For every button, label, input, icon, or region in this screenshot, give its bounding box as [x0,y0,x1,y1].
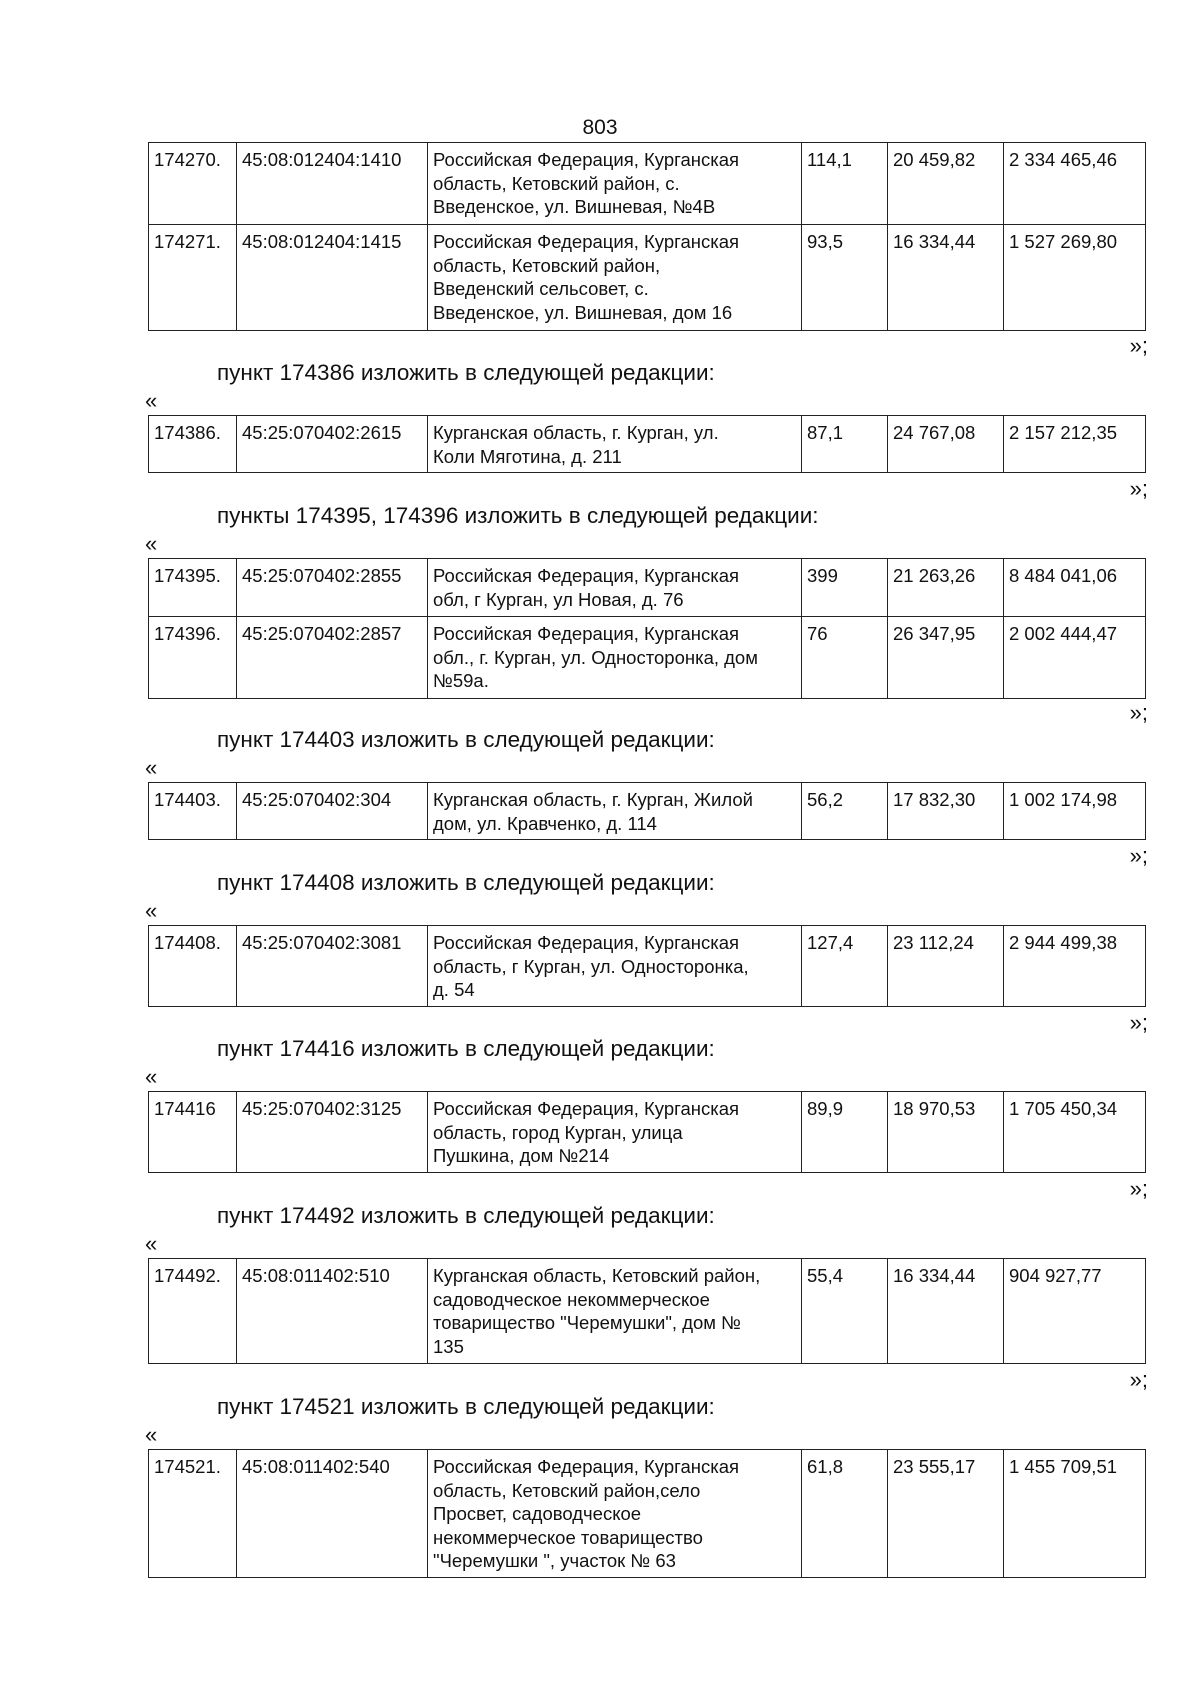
address: Российская Федерация, Курганская область, Кетовский район,село Просвет, садоводческое некоммерческое товарищество "Черемушки ", участок № 63 [427,1450,801,1577]
rate: 23 555,17 [887,1450,1003,1577]
closing-quote: »; [1129,700,1148,725]
table-row [148,782,1146,840]
rate: 16 334,44 [887,225,1003,330]
cadastral-number: 45:25:070402:3081 [236,926,427,1006]
address: Курганская область, г. Курган, ул. Коли Мяготина, д. 211 [427,416,801,472]
table-row [148,617,1146,699]
address: Курганская область, Кетовский район, садоводческое некоммерческое товарищество "Черемушки", дом № 135 [427,1259,801,1363]
cadastral-number: 45:25:070402:3125 [236,1092,427,1172]
cadastral-value: 2 334 465,46 [1003,143,1145,224]
item-number: 174408. [154,932,221,953]
cadastral-value: 2 944 499,38 [1003,926,1145,1006]
amendment-instruction: пункт 174408 изложить в следующей редакции: [217,870,715,895]
table-row [148,142,1146,225]
item-number: 174396. [154,623,221,644]
opening-quote: « [145,1064,158,1089]
table-row [148,558,1146,617]
cadastral-value: 1 455 709,51 [1003,1450,1145,1577]
table-row [148,1258,1146,1364]
cadastral-value: 1 705 450,34 [1003,1092,1145,1172]
address: Российская Федерация, Курганская область, г Курган, ул. Односторонка, д. 54 [427,926,801,1006]
cadastral-number: 45:25:070402:2857 [236,617,427,698]
cadastral-value: 904 927,77 [1003,1259,1145,1363]
opening-quote: « [145,1422,158,1447]
closing-quote: »; [1129,1176,1148,1201]
address: Российская Федерация, Курганская область, Кетовский район, с. Введенское, ул. Вишневая, №4В [427,143,801,224]
cadastral-value: 1 527 269,80 [1003,225,1145,330]
opening-quote: « [145,531,158,556]
cadastral-value: 8 484 041,06 [1003,559,1145,616]
table-block [148,142,1146,331]
cadastral-number: 45:08:012404:1415 [236,225,427,330]
area: 93,5 [801,225,887,330]
closing-quote: »; [1129,476,1148,501]
rate: 23 112,24 [887,926,1003,1006]
area: 114,1 [801,143,887,224]
cadastral-value: 2 157 212,35 [1003,416,1145,472]
rate: 17 832,30 [887,783,1003,839]
area: 127,4 [801,926,887,1006]
closing-quote: »; [1129,1010,1148,1035]
rate: 21 263,26 [887,559,1003,616]
rate: 26 347,95 [887,617,1003,698]
item-number: 174395. [154,565,221,586]
cadastral-number: 45:25:070402:2855 [236,559,427,616]
item-number: 174492. [154,1265,221,1286]
table-row [148,225,1146,331]
opening-quote: « [145,898,158,923]
table-row [148,1449,1146,1578]
area: 87,1 [801,416,887,472]
area: 89,9 [801,1092,887,1172]
area: 61,8 [801,1450,887,1577]
rate: 24 767,08 [887,416,1003,472]
rate: 16 334,44 [887,1259,1003,1363]
closing-quote: »; [1129,333,1148,358]
table-block [148,925,1146,1007]
item-number: 174270. [154,149,221,170]
address: Курганская область, г. Курган, Жилой дом, ул. Кравченко, д. 114 [427,783,801,839]
address: Российская Федерация, Курганская обл, г Курган, ул Новая, д. 76 [427,559,801,616]
closing-quote: »; [1129,843,1148,868]
item-number: 174521. [154,1456,221,1477]
area: 55,4 [801,1259,887,1363]
amendment-instruction: пункт 174521 изложить в следующей редакции: [217,1394,715,1419]
item-number: 174271. [154,231,221,252]
table-row [148,925,1146,1007]
table-block [148,1449,1146,1578]
amendment-instruction: пункт 174492 изложить в следующей редакции: [217,1203,715,1228]
table-block [148,415,1146,473]
item-number: 174386. [154,422,221,443]
cadastral-number: 45:08:012404:1410 [236,143,427,224]
amendment-instruction: пункты 174395, 174396 изложить в следующей редакции: [217,503,819,528]
opening-quote: « [145,388,158,413]
area: 399 [801,559,887,616]
area: 56,2 [801,783,887,839]
cadastral-number: 45:25:070402:304 [236,783,427,839]
opening-quote: « [145,755,158,780]
table-block [148,1258,1146,1364]
table-block [148,782,1146,840]
opening-quote: « [145,1231,158,1256]
item-number: 174416 [154,1098,216,1119]
cadastral-number: 45:08:011402:540 [236,1450,427,1577]
address: Российская Федерация, Курганская обл., г. Курган, ул. Односторонка, дом №59а. [427,617,801,698]
area: 76 [801,617,887,698]
rate: 20 459,82 [887,143,1003,224]
table-block [148,558,1146,699]
cadastral-value: 1 002 174,98 [1003,783,1145,839]
amendment-instruction: пункт 174386 изложить в следующей редакции: [217,360,715,385]
rate: 18 970,53 [887,1092,1003,1172]
cadastral-number: 45:25:070402:2615 [236,416,427,472]
address: Российская Федерация, Курганская область, Кетовский район, Введенский сельсовет, с. Введенское, ул. Вишневая, дом 16 [427,225,801,330]
table-row [148,415,1146,473]
table-block [148,1091,1146,1173]
cadastral-value: 2 002 444,47 [1003,617,1145,698]
amendment-instruction: пункт 174416 изложить в следующей редакции: [217,1036,715,1061]
closing-quote: »; [1129,1367,1148,1392]
page-number: 803 [582,116,618,139]
cadastral-number: 45:08:011402:510 [236,1259,427,1363]
address: Российская Федерация, Курганская область, город Курган, улица Пушкина, дом №214 [427,1092,801,1172]
table-row [148,1091,1146,1173]
amendment-instruction: пункт 174403 изложить в следующей редакции: [217,727,715,752]
item-number: 174403. [154,789,221,810]
